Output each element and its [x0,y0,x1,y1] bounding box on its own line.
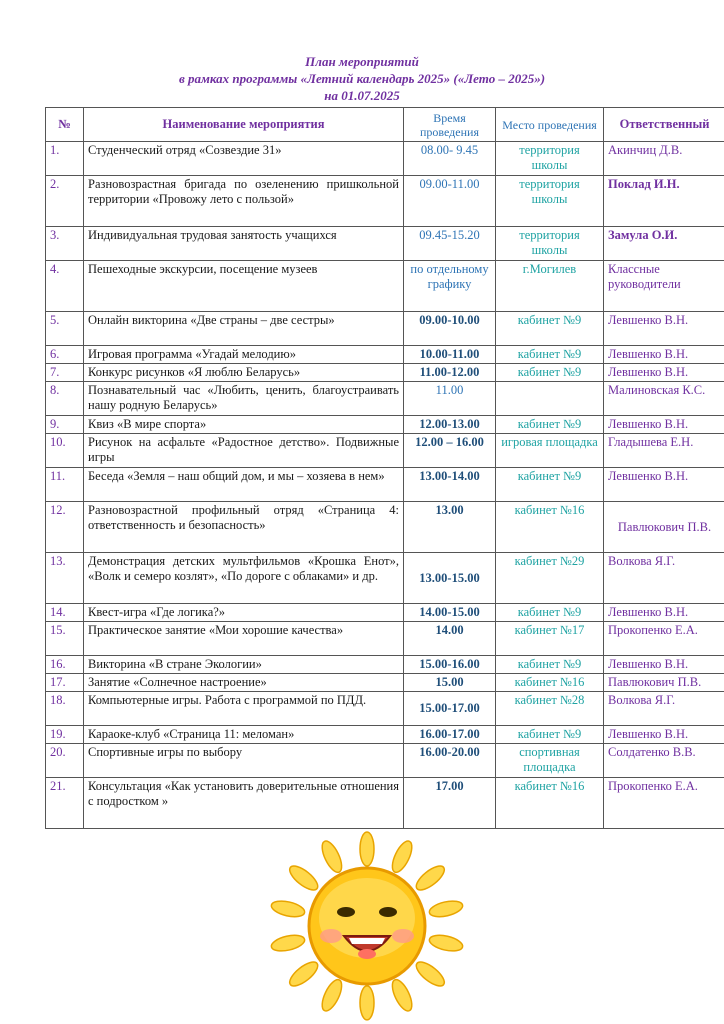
row-number: 4. [46,261,84,312]
event-time: 16.00-20.00 [404,744,496,778]
event-place: кабинет №9 [496,416,604,434]
table-header-row [46,108,724,142]
tongue [358,949,376,959]
event-place: г.Могилев [496,261,604,312]
header-num: № [46,108,84,142]
event-responsible: Левшенко В.Н. [604,468,724,502]
event-place: игровая площадка [496,434,604,468]
event-responsible: Павлюкович П.В. [604,674,724,692]
event-name: Студенческий отряд «Созвездие 31» [84,142,404,176]
row-number: 1. [46,142,84,176]
event-name: Демонстрация детских мультфильмов «Крошка Енот», «Волк и семеро козлят», «По дороге с облаками» и др. [84,553,404,604]
table-row [46,434,724,468]
table-row [46,604,724,622]
event-place [496,382,604,416]
smiling-sun-icon [236,826,498,1022]
event-name: Индивидуальная трудовая занятость учащихся [84,227,404,261]
event-responsible: Прокопенко Е.А. [604,778,724,829]
event-time: 11.00-12.00 [404,364,496,382]
row-number: 10. [46,434,84,468]
event-responsible: Классные руководители [604,261,724,312]
event-name: Разновозрастной профильный отряд «Страница 4: ответственность и безопасность» [84,502,404,553]
table-row [46,553,724,604]
teeth [349,938,385,944]
event-time: 12.00-13.00 [404,416,496,434]
table-row [46,416,724,434]
row-number: 19. [46,726,84,744]
event-time: 09.00-10.00 [404,312,496,346]
row-number: 5. [46,312,84,346]
row-number: 12. [46,502,84,553]
event-place: территория школы [496,142,604,176]
table-row [46,744,724,778]
event-responsible: Замула О.И. [604,227,724,261]
event-responsible: Левшенко В.Н. [604,312,724,346]
header-responsible: Ответственный [604,108,724,142]
sun-ray [270,898,306,919]
event-place: территория школы [496,227,604,261]
table-row [46,778,724,829]
event-place: кабинет №9 [496,346,604,364]
row-number: 17. [46,674,84,692]
sun-ray [360,832,374,866]
table-row [46,382,724,416]
event-place: кабинет №29 [496,553,604,604]
event-name: Пешеходные экскурсии, посещение музеев [84,261,404,312]
event-place: кабинет №9 [496,604,604,622]
event-time: 11.00 [404,382,496,416]
event-place: кабинет №9 [496,364,604,382]
event-place: кабинет №9 [496,468,604,502]
events-table [45,107,724,829]
event-time: 14.00-15.00 [404,604,496,622]
event-place: территория школы [496,176,604,227]
table-row [46,692,724,726]
event-time: 15.00-17.00 [404,692,496,726]
event-place: кабинет №17 [496,622,604,656]
sun-ray [360,986,374,1020]
table-row [46,502,724,553]
event-time: 13.00 [404,502,496,553]
header-place: Место проведения [496,108,604,142]
event-name: Беседа «Земля – наш общий дом, и мы – хозяева в нем» [84,468,404,502]
event-name: Занятие «Солнечное настроение» [84,674,404,692]
table-row [46,622,724,656]
table-row [46,726,724,744]
event-name: Караоке-клуб «Страница 11: меломан» [84,726,404,744]
event-responsible: Акинчиц Д.В. [604,142,724,176]
row-number: 6. [46,346,84,364]
event-time: 13.00-14.00 [404,468,496,502]
event-responsible: Левшенко В.Н. [604,346,724,364]
right-cheek [392,929,414,943]
event-name: Онлайн викторина «Две страны – две сестры» [84,312,404,346]
event-name: Конкурс рисунков «Я люблю Беларусь» [84,364,404,382]
table-row [46,227,724,261]
table-row [46,261,724,312]
table-row [46,312,724,346]
event-name: Спортивные игры по выбору [84,744,404,778]
event-time: 15.00 [404,674,496,692]
title-line-3: на 01.07.2025 [324,88,400,103]
event-name: Игровая программа «Угадай мелодию» [84,346,404,364]
table-row [46,176,724,227]
event-responsible: Солдатенко В.В. [604,744,724,778]
sun-ray [286,862,321,894]
event-time: по отдельному графику [404,261,496,312]
event-time: 09.00-11.00 [404,176,496,227]
table-row [46,346,724,364]
event-place: кабинет №9 [496,312,604,346]
right-eye [379,907,397,917]
event-name: Практическое занятие «Мои хорошие качества» [84,622,404,656]
event-name: Квест-игра «Где логика?» [84,604,404,622]
event-time: 16.00-17.00 [404,726,496,744]
left-eye [337,907,355,917]
sun-ray [270,932,306,953]
sun-ray [428,932,464,953]
row-number: 16. [46,656,84,674]
row-number: 9. [46,416,84,434]
event-time: 13.00-15.00 [404,553,496,604]
table-body [46,142,724,829]
event-responsible: Поклад И.Н. [604,176,724,227]
left-cheek [320,929,342,943]
table-row [46,468,724,502]
event-place: кабинет №16 [496,778,604,829]
event-place: кабинет №16 [496,674,604,692]
event-time: 08.00- 9.45 [404,142,496,176]
event-name: Консультация «Как установить доверительные отношения с подростком » [84,778,404,829]
event-time: 09.45-15.20 [404,227,496,261]
sun-ray [286,958,321,990]
sun-ray [413,862,448,894]
sun-ray [428,898,464,919]
table-row [46,674,724,692]
title-line-1: План мероприятий [305,54,419,69]
event-responsible: Волкова Я.Г. [604,692,724,726]
event-name: Компьютерные игры. Работа с программой по ПДД. [84,692,404,726]
event-time: 10.00-11.00 [404,346,496,364]
event-time: 12.00 – 16.00 [404,434,496,468]
table-row [46,142,724,176]
row-number: 2. [46,176,84,227]
title-line-2: в рамках программы «Летний календарь 2025» («Лето – 2025») [178,71,546,86]
sun-ray [413,958,448,990]
event-responsible: Гладышева Е.Н. [604,434,724,468]
header-name: Наименование мероприятия [84,108,404,142]
event-place: кабинет №16 [496,502,604,553]
event-responsible: Прокопенко Е.А. [604,622,724,656]
event-time: 14.00 [404,622,496,656]
row-number: 8. [46,382,84,416]
event-responsible: Левшенко В.Н. [604,726,724,744]
sun-ray [388,838,415,875]
row-number: 14. [46,604,84,622]
row-number: 13. [46,553,84,604]
event-place: спортивная площадка [496,744,604,778]
table-row [46,364,724,382]
row-number: 15. [46,622,84,656]
event-responsible: Волкова Я.Г. [604,553,724,604]
row-number: 11. [46,468,84,502]
header-time: Время проведения [404,108,496,142]
document-title [0,53,724,104]
row-number: 18. [46,692,84,726]
row-number: 20. [46,744,84,778]
event-place: кабинет №28 [496,692,604,726]
event-place: кабинет №9 [496,726,604,744]
event-name: Разновозрастная бригада по озеленению пришкольной территории «Провожу лето с пользой» [84,176,404,227]
row-number: 3. [46,227,84,261]
sun-ray [318,838,345,875]
event-responsible: Левшенко В.Н. [604,416,724,434]
event-responsible: Левшенко В.Н. [604,364,724,382]
event-responsible: Малиновская К.С. [604,382,724,416]
event-responsible: Левшенко В.Н. [604,604,724,622]
row-number: 21. [46,778,84,829]
event-name: Познавательный час «Любить, ценить, благоустраивать нашу родную Беларусь» [84,382,404,416]
event-time: 15.00-16.00 [404,656,496,674]
event-name: Рисунок на асфальте «Радостное детство». Подвижные игры [84,434,404,468]
table-row [46,656,724,674]
event-name: Квиз «В мире спорта» [84,416,404,434]
event-responsible: Левшенко В.Н. [604,656,724,674]
sun-ray [388,977,415,1014]
event-name: Викторина «В стране Экологии» [84,656,404,674]
sun-ray [318,977,345,1014]
event-time: 17.00 [404,778,496,829]
event-place: кабинет №9 [496,656,604,674]
row-number: 7. [46,364,84,382]
event-responsible: Павлюкович П.В. [604,502,724,553]
